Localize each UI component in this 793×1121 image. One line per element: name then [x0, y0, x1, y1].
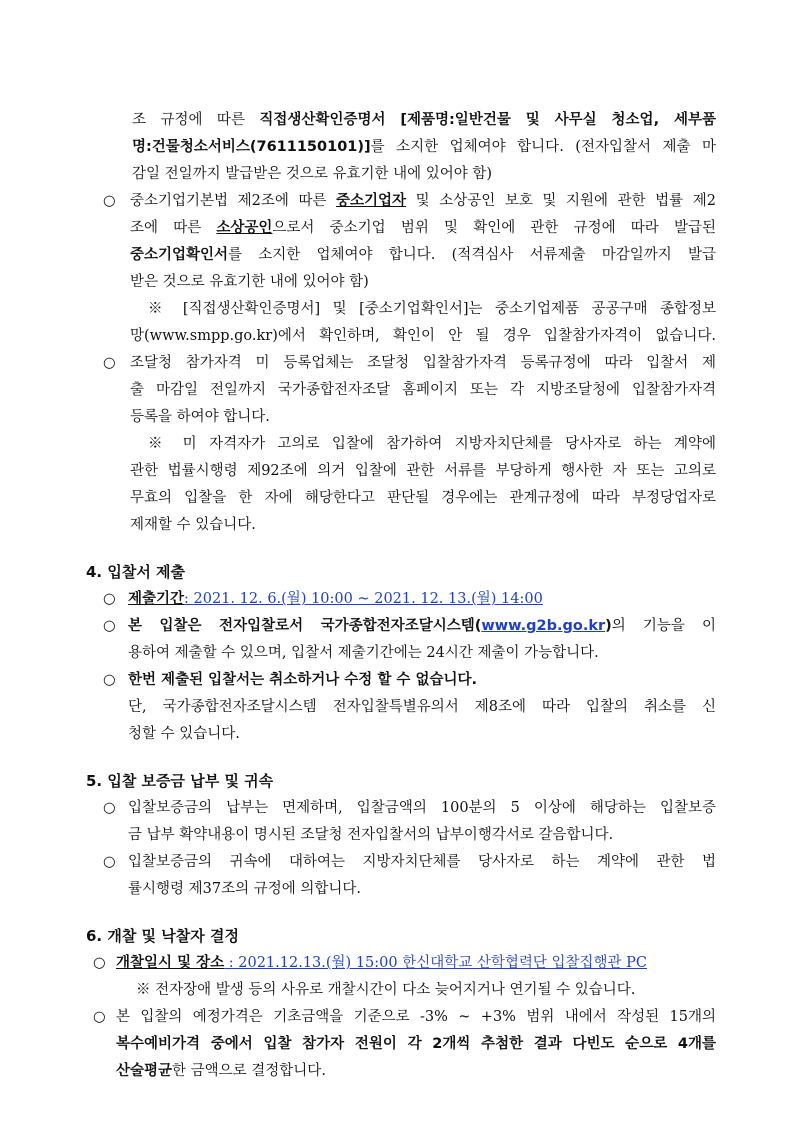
sme-bold-small-biz: 소상공인	[216, 220, 273, 236]
sec4-item2-bullet: ○	[103, 618, 116, 634]
sec4-item3-line-1: 한번 제출된 입찰서는 취소하거나 수정 할 수 없습니다.	[128, 672, 477, 688]
sec6-item1-bullet: ○	[93, 955, 106, 971]
sec6-bold-average: 산술평균	[116, 1063, 173, 1079]
sec5-item1-bullet: ○	[103, 800, 116, 816]
intro-bold-product: 명:건물청소서비스(7611150101)]	[132, 139, 371, 155]
sec6-item2-line-2: 복수예비가격 중에서 입찰 참가자 전원이 각 2개씩 추첨한 결과 다빈도 순으로 4개를	[116, 1036, 716, 1052]
sec4-item3-bullet: ○	[103, 672, 116, 688]
pps-note-3: 무효의 입찰을 한 자에 해당한다고 판단될 경우에는 관계규정에 따라 부정당업자로	[130, 490, 716, 506]
sec4-period	[128, 587, 543, 611]
pps-line-3: 등록을 하여야 합니다.	[130, 409, 270, 425]
sec5-item2-line-2: 률시행령 제37조의 규정에 의합니다.	[128, 881, 361, 897]
intro-line-1: 조 규정에 따른 직접생산확인증명서 [제품명:일반건물 및 사무실 청소업, 세부품	[132, 112, 716, 128]
sme-line-2: 조에 따른 소상공인으로서 중소기업 범위 및 확인에 관한 규정에 따라 발급된	[130, 220, 716, 236]
sec4-item2-line-1: 본 입찰은 전자입찰로서 국가종합전자조달시스템(www.g2b.go.kr)의 기능을 이	[128, 618, 716, 634]
sme-bullet: ○	[103, 193, 116, 209]
sec4-item3-line-3: 청할 수 있습니다.	[128, 726, 240, 742]
pps-note-1: ※ 미 자격자가 고의로 입찰에 참가하여 지방자치단체를 당사자로 하는 계약에	[148, 436, 716, 452]
sme-note-2: 망(www.smpp.go.kr)에서 확인하며, 확인이 안 될 경우 입찰참가자격이 없습니다.	[130, 328, 716, 344]
sme-line-4: 받은 것으로 유효기한 내에 있어야 함)	[130, 274, 369, 290]
section-4-heading: 4. 입찰서 제출	[86, 563, 186, 581]
sec6-item2-line-1: 본 입찰의 예정가격은 기초금액을 기준으로 -3% ~ +3% 범위 내에서 작성된 15개의	[116, 1009, 716, 1025]
section-6-heading: 6. 개찰 및 낙찰자 결정	[86, 927, 239, 945]
sec4-period-label: 제출기간	[128, 591, 185, 607]
sme-bold-confirm: 중소기업확인서	[130, 247, 229, 263]
sec6-item2-bullet: ○	[93, 1009, 106, 1025]
pps-note-2: 관한 법률시행령 제92조에 의거 입찰에 관한 서류를 부당하게 행사한 자 또는 고의로	[130, 463, 716, 479]
pps-line-1: 조달청 참가자격 미 등록업체는 조달청 입찰참가자격 등록규정에 따라 입찰서 제	[130, 355, 716, 371]
pps-note-4: 제재할 수 있습니다.	[130, 517, 256, 533]
sec4-item1-bullet: ○	[103, 591, 116, 607]
g2b-link[interactable]: www.g2b.go.kr	[481, 618, 606, 634]
sec6-opening	[116, 951, 647, 975]
sec6-opening-label: 개찰일시 및 장소	[116, 955, 225, 971]
intro-line-2: 명:건물청소서비스(7611150101)]를 소지한 업체여야 합니다. (전자입찰서 제출 마	[132, 139, 716, 155]
sme-line-1: 중소기업기본법 제2조에 따른 중소기업자 및 소상공인 보호 및 지원에 관한 법률 제2	[130, 193, 716, 209]
sec5-item2-line-1: 입찰보증금의 귀속에 대하여는 지방자치단체를 당사자로 하는 계약에 관한 법	[128, 854, 716, 870]
section-5-heading: 5. 입찰 보증금 납부 및 귀속	[86, 772, 274, 790]
sec5-item1-line-2: 금 납부 확약내용이 명시된 조달청 전자입찰서의 납부이행각서로 갈음합니다.	[128, 827, 614, 843]
intro-line-3: 감일 전일까지 발급받은 것으로 유효기한 내에 있어야 함)	[132, 166, 493, 182]
sme-bold-sme: 중소기업자	[336, 193, 407, 209]
sec6-item1-note: ※ 전자장애 발생 등의 사유로 개찰시간이 다소 늦어지거나 연기될 수 있습니다.	[136, 982, 636, 998]
pps-line-2: 출 마감일 전일까지 국가종합전자조달 홈페이지 또는 각 지방조달청에 입찰참가자격	[130, 382, 716, 398]
sec5-item2-bullet: ○	[103, 854, 116, 870]
sme-note-1: ※ [직접생산확인증명서] 및 [중소기업확인서]는 중소기업제품 공공구매 종합정보	[148, 301, 716, 317]
sec4-period-value: : 2021. 12. 6.(월) 10:00 ~ 2021. 12. 13.(월) 14:00	[184, 591, 543, 607]
pps-bullet: ○	[103, 355, 116, 371]
sme-line-3: 중소기업확인서를 소지한 업체여야 합니다. (적격심사 서류제출 마감일까지 발급	[130, 247, 716, 263]
sec5-item1-line-1: 입찰보증금의 납부는 면제하며, 입찰금액의 100분의 5 이상에 해당하는 입찰보증	[128, 800, 716, 816]
sec4-item3-line-2: 단, 국가종합전자조달시스템 전자입찰특별유의서 제8조에 따라 입찰의 취소를 신	[128, 699, 716, 715]
intro-bold-cert: 직접생산확인증명서 [제품명:일반건물 및 사무실 청소업, 세부품	[259, 112, 716, 128]
sec6-opening-value: : 2021.12.13.(월) 15:00 한신대학교 산학협력단 입찰집행관 PC	[224, 955, 647, 971]
sec4-item2-line-2: 용하여 제출할 수 있으며, 입찰서 제출기간에는 24시간 제출이 가능합니다.	[128, 645, 599, 661]
sec6-item2-line-3: 산술평균한 금액으로 결정합니다.	[116, 1063, 326, 1079]
